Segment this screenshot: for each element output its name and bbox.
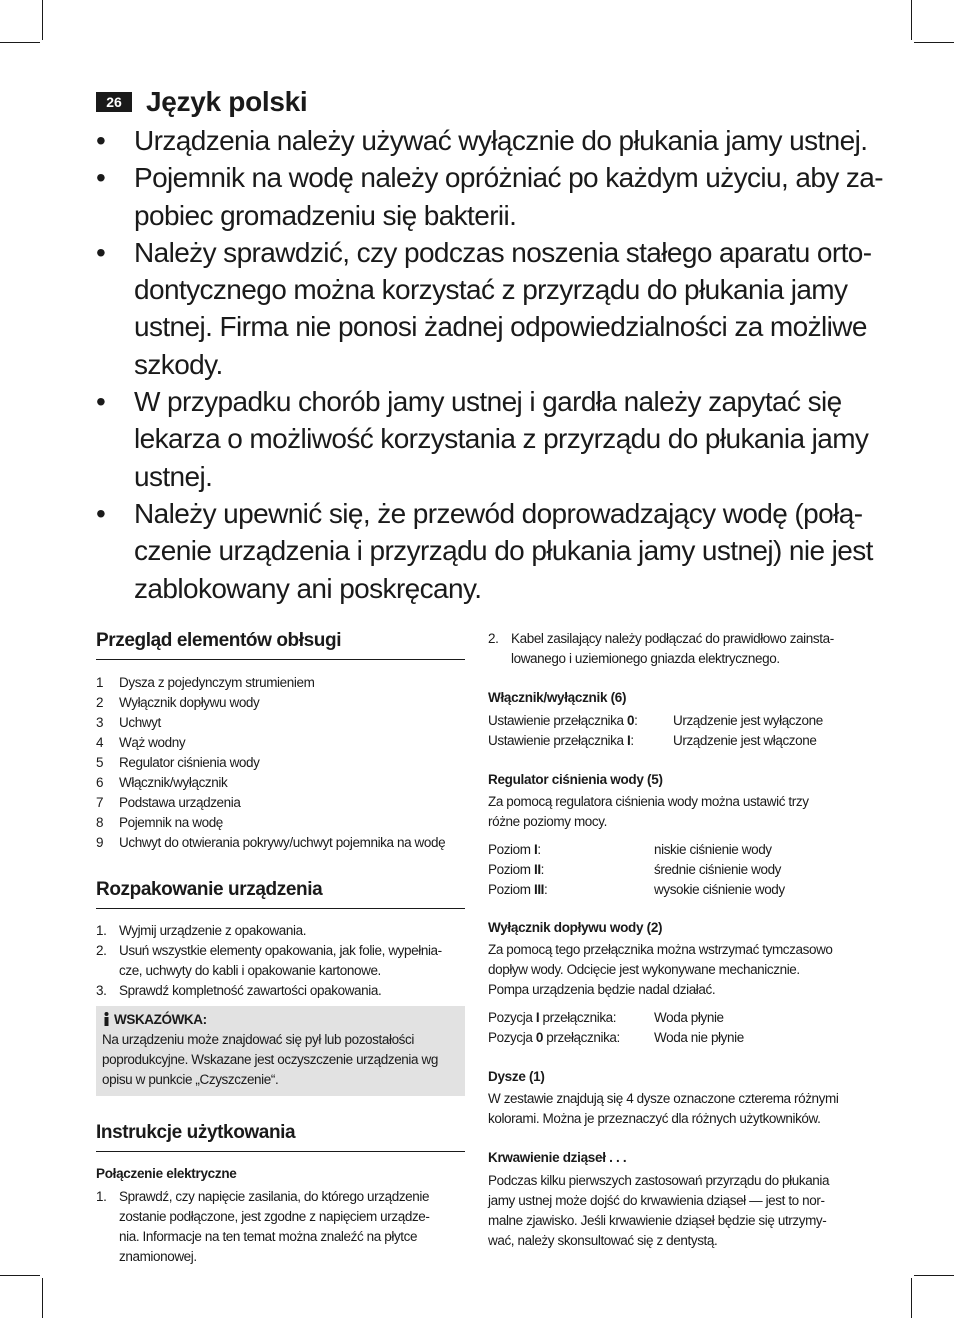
item-line: lowanego i uziemionego gniazda elektrycznego. xyxy=(511,651,780,666)
usage-step xyxy=(488,629,858,669)
text-line: jamy ustnej może dojść do krwawienia dziąseł — jest to nor- xyxy=(488,1193,825,1208)
label-text: Poziom xyxy=(488,862,534,877)
item-text: Dysza z pojedynczym strumieniem xyxy=(119,675,315,690)
water-switch-row xyxy=(488,1028,858,1048)
item-number: 3 xyxy=(96,715,104,730)
safety-bullet xyxy=(96,122,868,159)
item-text: Wyłącznik dopływu wody xyxy=(119,695,260,710)
switch-heading: Włącznik/wyłącznik (6) xyxy=(488,690,627,705)
label-value: 0 xyxy=(626,713,635,728)
label-text: Pozycja xyxy=(488,1030,536,1045)
bleeding-text xyxy=(488,1171,858,1251)
item-text: Uchwyt xyxy=(119,715,161,730)
bullet-line: czenie urządzenia i przyrządu do płukania jamy ustnej) nie jest xyxy=(134,535,873,567)
label-text: Poziom xyxy=(488,882,534,897)
pressure-table xyxy=(488,840,858,900)
item-number: 3. xyxy=(96,983,107,998)
left-column xyxy=(96,627,465,1267)
row-description: Urządzenie jest wyłączone xyxy=(673,713,823,728)
bullet-line: Urządzenia należy używać wyłącznie do płukania jamy ustnej. xyxy=(134,125,868,156)
item-number: 9 xyxy=(96,835,104,850)
usage-list-continued xyxy=(488,629,858,669)
label-suffix: : xyxy=(544,882,548,897)
pressure-row xyxy=(488,840,858,860)
overview-item xyxy=(96,793,465,813)
label-suffix: : xyxy=(634,713,638,728)
bullet-line: W przypadku chorób jamy ustnej i gardła należy zapytać się xyxy=(134,386,842,418)
text-line: Za pomocą regulatora ciśnienia wody można ustawić trzy xyxy=(488,794,809,809)
bullet-line: Należy sprawdzić, czy podczas noszenia stałego aparatu orto- xyxy=(134,236,872,268)
text-line: Pompa urządzenia będzie nadal działać. xyxy=(488,982,716,997)
page-number: 26 xyxy=(96,92,132,112)
note-box xyxy=(96,1006,465,1096)
crop-mark xyxy=(42,0,43,40)
row-description: Woda płynie xyxy=(654,1010,724,1025)
water-switch-heading: Wyłącznik dopływu wody (2) xyxy=(488,920,663,935)
item-number: 5 xyxy=(96,755,104,770)
item-text: Włącznik/wyłącznik xyxy=(119,775,228,790)
nozzles-heading: Dysze (1) xyxy=(488,1069,545,1084)
label-suffix: : xyxy=(537,842,541,857)
pressure-row xyxy=(488,860,858,880)
note-line: opisu w punkcie „Czyszczenie“. xyxy=(102,1072,279,1087)
item-number: 7 xyxy=(96,795,104,810)
usage-heading: Instrukcje użytkowania xyxy=(96,1119,465,1152)
item-line: Sprawdź, czy napięcie zasilania, do którego urządzenie xyxy=(119,1189,430,1204)
bullet-dot: • xyxy=(96,162,106,194)
overview-heading: Przegląd elementów obłsugi xyxy=(96,627,465,660)
bullet-dot: • xyxy=(96,236,106,268)
pressure-row xyxy=(488,880,858,900)
overview-list xyxy=(96,673,465,853)
bullet-line: Pojemnik na wodę należy opróżniać po każdym użyciu, aby za- xyxy=(134,162,883,194)
usage-list xyxy=(96,1187,465,1267)
item-number: 2 xyxy=(96,695,104,710)
text-line: dopływ wody. Odcięcie jest wykonywane mechanicznie. xyxy=(488,962,800,977)
item-text: Pojemnik na wodę xyxy=(119,815,223,830)
note-line: poprodukcyjne. Wskazane jest oczyszczenie urządzenia wg xyxy=(102,1052,438,1067)
right-column xyxy=(488,627,858,1251)
text-line: wać, należy skonsultować się z dentystą. xyxy=(488,1233,718,1248)
text-line: różne poziomy mocy. xyxy=(488,814,607,829)
crop-mark xyxy=(0,42,40,43)
label-suffix: : xyxy=(630,733,634,748)
item-number: 2. xyxy=(488,631,499,646)
item-number: 4 xyxy=(96,735,104,750)
row-description: wysokie ciśnienie wody xyxy=(654,882,785,897)
item-number: 1. xyxy=(96,923,107,938)
crop-mark xyxy=(911,0,912,40)
overview-item xyxy=(96,753,465,773)
unpacking-heading: Rozpakowanie urządzenia xyxy=(96,876,465,909)
bullet-line: pobiec gromadzeniu się bakterii. xyxy=(134,199,517,231)
note-title-row xyxy=(102,1010,459,1030)
label-value: III xyxy=(533,882,545,897)
unpacking-step xyxy=(96,921,465,941)
note-text xyxy=(102,1030,459,1090)
label-value: II xyxy=(533,862,541,877)
bullet-dot: • xyxy=(96,386,106,418)
row-label xyxy=(488,860,654,880)
bullet-line: ustnej. Firma nie ponosi żadnej odpowiedzialności za możliwe xyxy=(134,311,867,343)
item-text: Uchwyt do otwierania pokrywy/uchwyt pojemnika na wodę xyxy=(119,835,446,850)
item-line: Wyjmij urządzenie z opakowania. xyxy=(119,923,307,938)
info-icon xyxy=(102,1012,111,1026)
water-switch-text xyxy=(488,940,858,1000)
label-text: Pozycja xyxy=(488,1010,536,1025)
switch-row xyxy=(488,731,858,751)
row-label xyxy=(488,1028,654,1048)
row-description: Woda nie płynie xyxy=(654,1030,744,1045)
note-line: Na urządzeniu może znajdować się pył lub pozostałości xyxy=(102,1032,414,1047)
text-line: Podczas kilku pierwszych zastosowań przyrządu do płukania xyxy=(488,1173,830,1188)
unpacking-step xyxy=(96,941,465,981)
row-description: Urządzenie jest włączone xyxy=(673,733,817,748)
label-suffix: przełącznika: xyxy=(542,1030,620,1045)
text-line: malne zjawisko. Jeśli krwawienie dziąseł będzie się utrzymy- xyxy=(488,1213,827,1228)
safety-bullet xyxy=(96,159,883,234)
row-label xyxy=(488,1008,654,1028)
label-suffix: : xyxy=(540,862,545,877)
pressure-heading: Regulator ciśnienia wody (5) xyxy=(488,772,663,787)
label-value: I xyxy=(533,842,538,857)
nozzles-text xyxy=(488,1089,858,1129)
crop-mark xyxy=(914,42,954,43)
row-label xyxy=(488,880,654,900)
label-suffix: przełącznika: xyxy=(539,1010,617,1025)
note-title: WSKAZÓWKA: xyxy=(114,1012,207,1027)
overview-item xyxy=(96,773,465,793)
overview-item xyxy=(96,833,465,853)
bullet-dot: • xyxy=(96,125,106,156)
label-value: I xyxy=(535,1010,540,1025)
overview-item xyxy=(96,673,465,693)
crop-mark xyxy=(42,1278,43,1318)
item-number: 2. xyxy=(96,943,107,958)
switch-table xyxy=(488,711,858,751)
overview-item xyxy=(96,813,465,833)
overview-item xyxy=(96,713,465,733)
item-number: 1 xyxy=(96,675,104,690)
row-description: niskie ciśnienie wody xyxy=(654,842,772,857)
switch-row xyxy=(488,711,858,731)
item-line: zostanie podłączone, jest zgodne z napięciem urządze- xyxy=(119,1209,430,1224)
item-number: 8 xyxy=(96,815,104,830)
bullet-line: lekarza o możliwość korzystania z przyrządu do płukania jamy xyxy=(134,423,869,455)
row-label xyxy=(488,731,673,751)
text-line: Za pomocą tego przełącznika można wstrzymać tymczasowo xyxy=(488,942,833,957)
pressure-text xyxy=(488,792,858,832)
item-number: 6 xyxy=(96,775,104,790)
label-text: Poziom xyxy=(488,842,534,857)
label-value: 0 xyxy=(535,1030,543,1045)
item-line: cze, uchwyty do kabli i opakowanie kartonowe. xyxy=(119,963,381,978)
overview-item xyxy=(96,693,465,713)
crop-mark xyxy=(0,1275,40,1276)
bullet-line: Należy upewnić się, że przewód doprowadzający wodę (połą- xyxy=(134,497,863,529)
item-line: nia. Informacje na ten temat można znaleźć na płytce xyxy=(119,1229,418,1244)
bullet-line: szkody. xyxy=(134,348,223,380)
bullet-line: ustnej. xyxy=(134,460,213,492)
unpacking-list xyxy=(96,921,465,1001)
text-line: W zestawie znajdują się 4 dysze oznaczone czterema różnymi xyxy=(488,1091,839,1106)
item-line: Usuń wszystkie elementy opakowania, jak folie, wypełnia- xyxy=(119,943,442,958)
crop-mark xyxy=(914,1275,954,1276)
label-text: Ustawienie przełącznika xyxy=(488,733,627,748)
overview-item xyxy=(96,733,465,753)
bleeding-heading: Krwawienie dziąseł . . . xyxy=(488,1150,627,1165)
water-switch-row xyxy=(488,1008,858,1028)
safety-bullet xyxy=(96,234,872,383)
safety-bullet-list xyxy=(96,122,883,607)
item-line: znamionowej. xyxy=(119,1249,197,1264)
language-title: Język polski xyxy=(146,86,308,117)
unpacking-step xyxy=(96,981,465,1001)
usage-subtitle: Połączenie elektryczne xyxy=(96,1166,237,1181)
row-label xyxy=(488,711,673,731)
item-text: Podstawa urządzenia xyxy=(119,795,241,810)
safety-bullet xyxy=(96,383,869,495)
bullet-line: zablokowany ani poskręcany. xyxy=(134,572,482,604)
row-label xyxy=(488,840,654,860)
item-text: Regulator ciśnienia wody xyxy=(119,755,260,770)
safety-bullet xyxy=(96,495,873,607)
row-description: średnie ciśnienie wody xyxy=(654,862,782,877)
water-switch-table xyxy=(488,1008,858,1048)
label-text: Ustawienie przełącznika xyxy=(488,713,627,728)
item-line: Sprawdź kompletność zawartości opakowania. xyxy=(119,983,382,998)
text-line: kolorami. Można je przeznaczyć dla różnych użytkowników. xyxy=(488,1111,821,1126)
bullet-line: dontycznego można korzystać z przyrządu do płukania jamy xyxy=(134,274,848,306)
bullet-dot: • xyxy=(96,497,106,529)
item-number: 1. xyxy=(96,1189,107,1204)
crop-mark xyxy=(911,1278,912,1318)
label-value: I xyxy=(626,733,631,748)
item-line: Kabel zasilający należy podłączać do prawidłowo zainsta- xyxy=(511,631,834,646)
item-text: Wąż wodny xyxy=(119,735,186,750)
usage-step xyxy=(96,1187,465,1267)
